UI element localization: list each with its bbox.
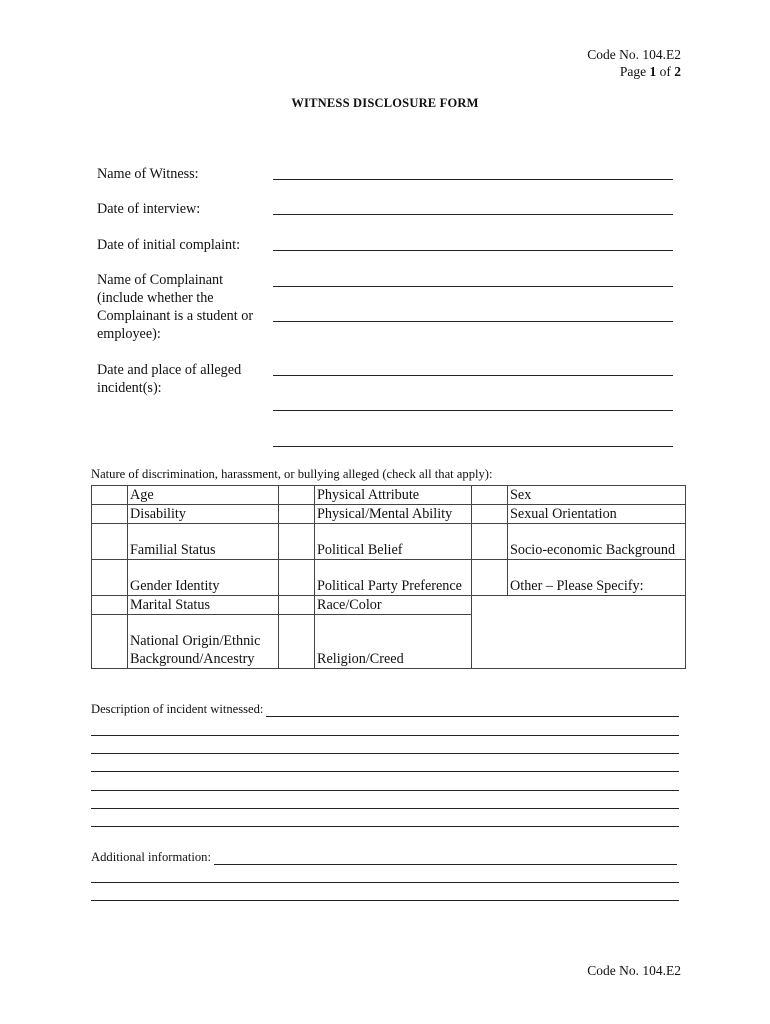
incident-date-place-label: Date and place of alleged incident(s):: [97, 362, 242, 396]
table-row: [92, 596, 686, 615]
option-physical-mental-ability: Physical/Mental Ability: [315, 505, 472, 524]
checkbox-marital-status[interactable]: [92, 596, 128, 615]
checkbox-disability[interactable]: [92, 505, 128, 524]
additional-label: Additional information:: [91, 850, 214, 865]
table-row: [92, 505, 686, 524]
complainant-label: Name of Complainant (include whether the Complainant is a student or employee):: [97, 272, 254, 342]
form-title: WITNESS DISCLOSURE FORM: [291, 96, 479, 110]
checkbox-socio-economic[interactable]: [472, 524, 508, 560]
checkbox-political-belief[interactable]: [279, 524, 315, 560]
additional-line-2[interactable]: [91, 882, 679, 883]
option-political-belief: Political Belief: [315, 524, 472, 560]
witness-name-label: Name of Witness:: [97, 166, 199, 182]
checkbox-familial-status[interactable]: [92, 524, 128, 560]
complaint-date-field[interactable]: [273, 250, 673, 251]
description-line-4[interactable]: [91, 771, 679, 772]
description-line-2[interactable]: [91, 735, 679, 736]
footer-code-number: Code No. 104.E2: [587, 963, 681, 978]
table-row: [92, 524, 686, 560]
checkbox-religion-creed[interactable]: [279, 615, 315, 669]
complaint-date-label: Date of initial complaint:: [97, 237, 241, 253]
checkbox-national-origin[interactable]: [92, 615, 128, 669]
nature-prompt: Nature of discrimination, harassment, or bullying alleged (check all that apply):: [91, 467, 493, 481]
description-line-6[interactable]: [91, 808, 679, 809]
description-line-3[interactable]: [91, 753, 679, 754]
nature-checklist-table: [91, 485, 686, 669]
option-socio-economic: Socio-economic Background: [508, 524, 686, 560]
option-political-party: Political Party Preference: [315, 560, 472, 596]
page-number: Page 1 of 2: [619, 64, 681, 79]
checkbox-physical-attribute[interactable]: [279, 486, 315, 505]
checkbox-sexual-orientation[interactable]: [472, 505, 508, 524]
option-familial-status: Familial Status: [128, 524, 279, 560]
checkbox-sex[interactable]: [472, 486, 508, 505]
option-religion-creed: Religion/Creed: [315, 615, 472, 669]
option-disability: Disability: [128, 505, 279, 524]
option-national-origin: National Origin/Ethnic Background/Ancestry: [128, 615, 279, 669]
description-label: Description of incident witnessed:: [91, 702, 266, 717]
option-sex: Sex: [508, 486, 686, 505]
table-row: [92, 560, 686, 596]
checkbox-race-color[interactable]: [279, 596, 315, 615]
other-specify-area[interactable]: [472, 596, 686, 669]
incident-field-line-1[interactable]: [273, 375, 673, 376]
table-row: [92, 486, 686, 505]
witness-name-field[interactable]: [273, 179, 673, 180]
option-gender-identity: Gender Identity: [128, 560, 279, 596]
checkbox-other[interactable]: [472, 560, 508, 596]
option-sexual-orientation: Sexual Orientation: [508, 505, 686, 524]
complainant-field-line-2[interactable]: [273, 321, 673, 322]
additional-line-3[interactable]: [91, 900, 679, 901]
option-physical-attribute: Physical Attribute: [315, 486, 472, 505]
incident-field-line-3[interactable]: [273, 446, 673, 447]
checkbox-political-party[interactable]: [279, 560, 315, 596]
checkbox-gender-identity[interactable]: [92, 560, 128, 596]
description-line-5[interactable]: [91, 790, 679, 791]
incident-field-line-2[interactable]: [273, 410, 673, 411]
option-marital-status: Marital Status: [128, 596, 279, 615]
interview-date-field[interactable]: [273, 214, 673, 215]
description-line-7[interactable]: [91, 826, 679, 827]
checkbox-age[interactable]: [92, 486, 128, 505]
option-other: Other – Please Specify:: [508, 560, 686, 596]
code-number: Code No. 104.E2: [587, 47, 681, 62]
option-age: Age: [128, 486, 279, 505]
interview-date-label: Date of interview:: [97, 201, 201, 217]
checkbox-physical-mental-ability[interactable]: [279, 505, 315, 524]
option-race-color: Race/Color: [315, 596, 472, 615]
complainant-field-line-1[interactable]: [273, 286, 673, 287]
